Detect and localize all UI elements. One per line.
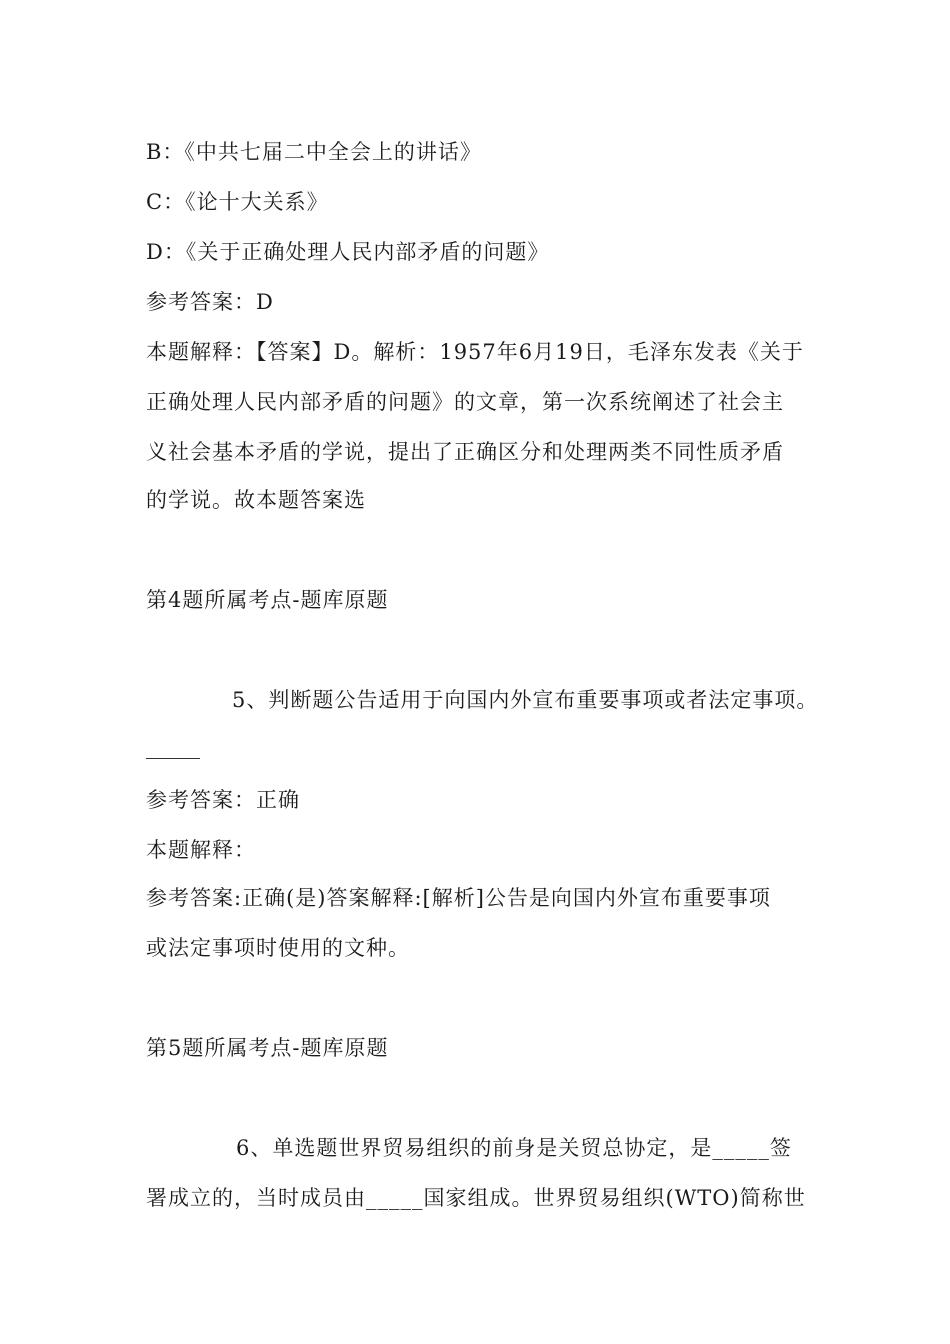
question-text: 5、判断题公告适用于向国内外宣布重要事项或者法定事项。	[232, 688, 819, 712]
reference-answer: 参考答案：D	[146, 290, 274, 314]
option-c: C：《论十大关系》	[146, 190, 329, 214]
explanation-line: 正确处理人民内部矛盾的问题》的文章，第一次系统阐述了社会主	[146, 390, 784, 414]
explanation-line: 的学说。故本题答案选	[146, 488, 366, 512]
explanation-label: 本题解释：	[146, 838, 256, 862]
explanation-line: 或法定事项时使用的文种。	[146, 936, 410, 960]
question-text: 6、单选题世界贸易组织的前身是关贸总协定，是_____签	[236, 1136, 792, 1160]
topic-label: 第4题所属考点-题库原题	[146, 588, 389, 612]
reference-answer: 参考答案：正确	[146, 788, 300, 812]
explanation-line: 本题解释：【答案】D。解析：1957年6月19日，毛泽东发表《关于	[146, 340, 804, 364]
option-b: B：《中共七届二中全会上的讲话》	[146, 140, 482, 164]
option-d: D：《关于正确处理人民内部矛盾的问题》	[146, 240, 550, 264]
question-text: 署成立的，当时成员由_____国家组成。世界贸易组织(WTO)简称世	[146, 1186, 806, 1210]
explanation-line: 参考答案:正确(是)答案解释:[解析]公告是向国内外宣布重要事项	[146, 886, 771, 910]
topic-label: 第5题所属考点-题库原题	[146, 1036, 389, 1060]
explanation-line: 义社会基本矛盾的学说，提出了正确区分和处理两类不同性质矛盾	[146, 440, 784, 464]
answer-blank-line	[146, 758, 200, 759]
